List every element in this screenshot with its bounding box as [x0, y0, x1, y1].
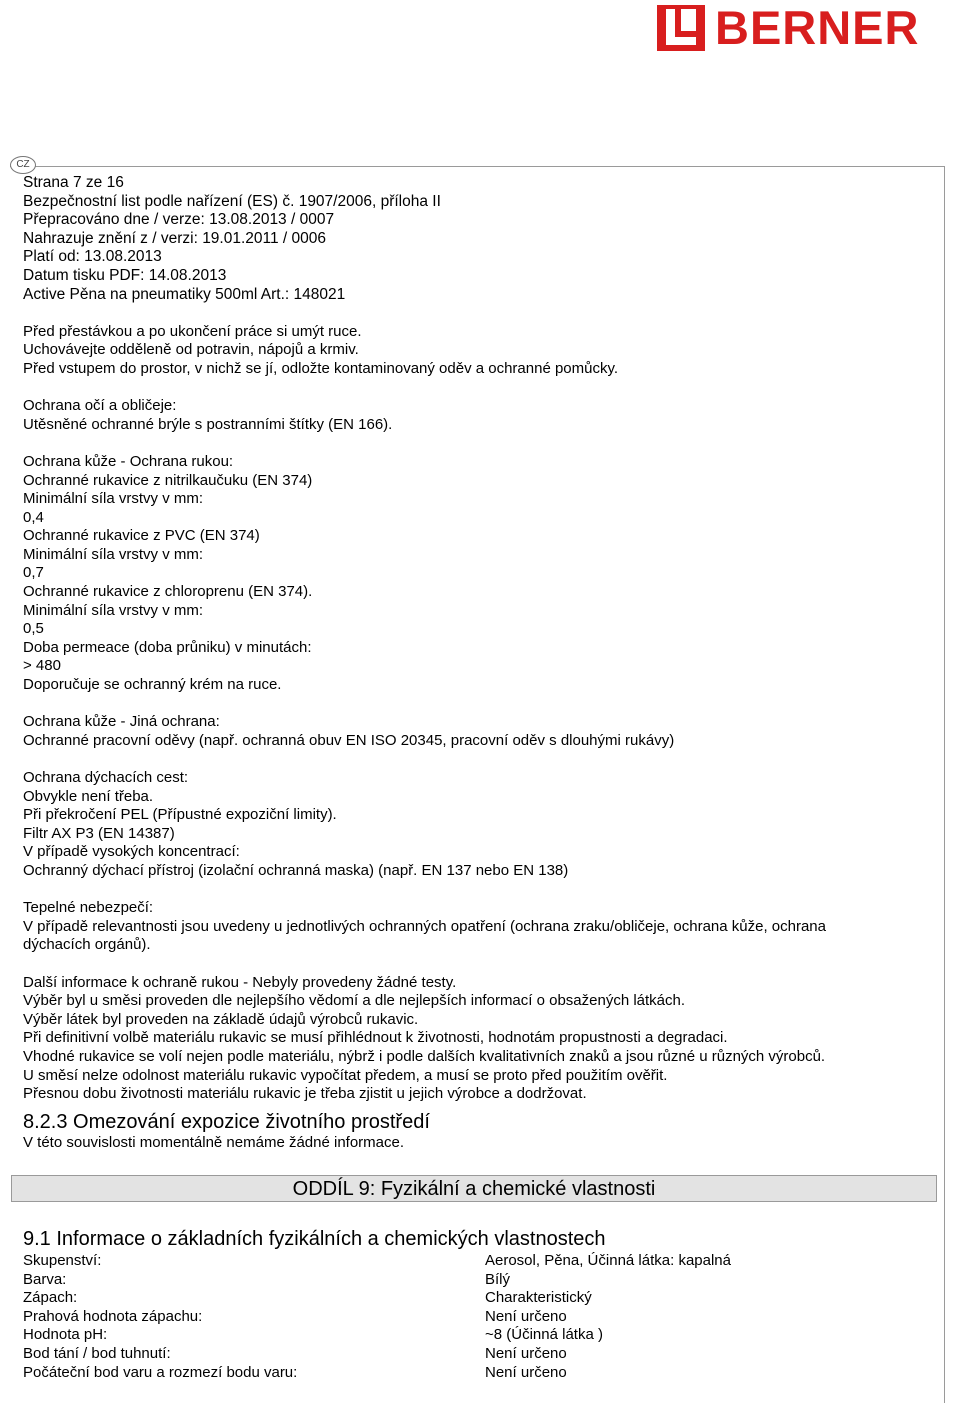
text-line: Ochranné rukavice z PVC (EN 374) — [23, 527, 260, 545]
text-line: Vhodné rukavice se volí nejen podle materiálu, nýbrž i podle dalších kvalitativních znaků a jsou různé u různých výrobců. — [23, 1047, 826, 1065]
revision-line: Přepracováno dne / verze: 13.08.2013 / 0007 — [23, 211, 335, 229]
text-line: Před vstupem do prostor, v nichž se jí, odložte kontaminovaný oděv a ochranné pomůcky. — [23, 359, 619, 377]
text-line: U směsí nelze odolnost materiálu rukavic vypočítat předem, a musí se proto před použitím ověřit. — [23, 1066, 668, 1084]
hand-protection-block — [23, 453, 923, 695]
text-line: V této souvislosti momentálně nemáme žádné informace. — [23, 1133, 405, 1151]
property-value: Není určeno — [485, 1363, 567, 1381]
property-value: Bílý — [485, 1270, 511, 1288]
section-title: ODDÍL 9: Fyzikální a chemické vlastnosti — [292, 1178, 656, 1200]
berner-logo-mark-icon — [657, 5, 705, 51]
property-row — [23, 1252, 923, 1271]
subsection-heading: 9.1 Informace o základních fyzikálních a chemických vlastnostech — [23, 1228, 606, 1250]
property-row — [23, 1308, 923, 1327]
eye-protection-block — [23, 397, 923, 434]
property-value: Aerosol, Pěna, Účinná látka: kapalná — [485, 1252, 731, 1269]
section-header-bar — [11, 1175, 937, 1202]
property-value: Charakteristický — [485, 1289, 592, 1307]
text-line: Minimální síla vrstvy v mm: — [23, 490, 204, 508]
property-label: Skupenství: — [23, 1252, 102, 1269]
page-number: Strana 7 ze 16 — [23, 174, 124, 191]
text-line: Přesnou dobu životnosti materiálu rukavic je třeba zjistit u jejich výrobce a dodržovat. — [23, 1085, 587, 1103]
print-date-line: Datum tisku PDF: 14.08.2013 — [23, 266, 227, 284]
property-row — [23, 1271, 923, 1290]
block-heading: Ochrana kůže - Jiná ochrana: — [23, 713, 220, 731]
text-line: Před přestávkou a po ukončení práce si umýt ruce. — [23, 322, 362, 340]
berner-logo — [657, 1, 957, 54]
property-row — [23, 1364, 923, 1383]
text-line: 0,4 — [23, 508, 44, 526]
regulation-line: Bezpečnostní list podle nařízení (ES) č. 1907/2006, příloha II — [23, 192, 441, 210]
valid-from-line: Platí od: 13.08.2013 — [23, 248, 162, 266]
text-line: Ochranný dýchací přístroj (izolační ochranná maska) (např. EN 137 nebo EN 138) — [23, 861, 569, 879]
text-line: Další informace k ochraně rukou - Nebyly provedeny žádné testy. — [23, 973, 457, 991]
text-line: 0,5 — [23, 620, 44, 638]
block-heading: Ochrana dýchacích cest: — [23, 769, 189, 786]
property-label: Bod tání / bod tuhnutí: — [23, 1344, 171, 1362]
respiratory-block — [23, 769, 923, 881]
text-line: Ochranné pracovní oděvy (např. ochranná obuv EN ISO 20345, pracovní oděv s dlouhými rukávy) — [23, 731, 675, 749]
text-line: Minimální síla vrstvy v mm: — [23, 601, 204, 619]
property-label: Počáteční bod varu a rozmezí bodu varu: — [23, 1363, 298, 1381]
subsection-heading: 8.2.3 Omezování expozice životního prostředí — [23, 1110, 430, 1133]
text-line: > 480 — [23, 657, 61, 675]
property-row — [23, 1289, 923, 1308]
text-line: Ochranné rukavice z nitrilkaučuku (EN 374) — [23, 471, 313, 489]
text-line: V případě relevantnosti jsou uvedeny u jednotlivých ochranných opatření (ochrana zraku/obličeje, ochrana kůže, ochrana — [23, 917, 826, 935]
supersedes-line: Nahrazuje znění z / verzi: 19.01.2011 / 0006 — [23, 229, 327, 247]
document-body — [23, 174, 923, 1152]
header-block — [23, 174, 923, 304]
thermal-hazard-block — [23, 899, 923, 955]
block-heading: Tepelné nebezpečí: — [23, 899, 154, 917]
text-line: Minimální síla vrstvy v mm: — [23, 545, 204, 563]
property-label: Prahová hodnota zápachu: — [23, 1307, 203, 1325]
text-line: Uchovávejte odděleně od potravin, nápojů a krmiv. — [23, 341, 359, 359]
property-value: Není určeno — [485, 1307, 567, 1325]
property-row — [23, 1326, 923, 1345]
property-label: Hodnota pH: — [23, 1326, 108, 1344]
text-line: Obvykle není třeba. — [23, 787, 154, 805]
further-info-block — [23, 974, 923, 1104]
country-badge: CZ — [10, 156, 36, 174]
block-heading: Ochrana očí a obličeje: — [23, 397, 177, 415]
property-label: Barva: — [23, 1270, 67, 1288]
text-line: Při překročení PEL (Přípustné expoziční limity). — [23, 806, 337, 824]
property-value: Není určeno — [485, 1344, 567, 1362]
property-label: Zápach: — [23, 1289, 78, 1307]
text-line: Výběr látek byl proveden na základě údajů výrobců rukavic. — [23, 1010, 419, 1028]
skin-other-block — [23, 713, 923, 750]
text-line: Utěsněné ochranné brýle s postranními štítky (EN 166). — [23, 415, 393, 433]
text-line: dýchacích orgánů). — [23, 936, 151, 954]
hygiene-block — [23, 323, 923, 379]
property-row — [23, 1345, 923, 1364]
logo-text: BERNER — [715, 1, 920, 54]
properties-table — [23, 1252, 923, 1382]
property-value: ~8 (Účinná látka ) — [485, 1326, 603, 1344]
text-line: V případě vysokých koncentrací: — [23, 843, 240, 861]
environmental-exposure-block — [23, 1110, 923, 1153]
text-line: Filtr AX P3 (EN 14387) — [23, 824, 175, 842]
text-line: Ochranné rukavice z chloroprenu (EN 374). — [23, 583, 313, 601]
text-line: 0,7 — [23, 564, 44, 582]
text-line: Při definitivní volbě materiálu rukavic se musí přihlédnout k životnosti, hodnotám propustnosti a degradaci. — [23, 1029, 728, 1047]
block-heading: Ochrana kůže - Ochrana rukou: — [23, 452, 234, 470]
text-line: Doba permeace (doba průniku) v minutách: — [23, 638, 312, 656]
text-line: Doporučuje se ochranný krém na ruce. — [23, 676, 282, 694]
product-line: Active Pěna na pneumatiky 500ml Art.: 148021 — [23, 285, 346, 303]
text-line: Výběr byl u směsi proveden dle nejlepšího vědomí a dle nejlepších informací o obsažených látkách. — [23, 992, 686, 1010]
